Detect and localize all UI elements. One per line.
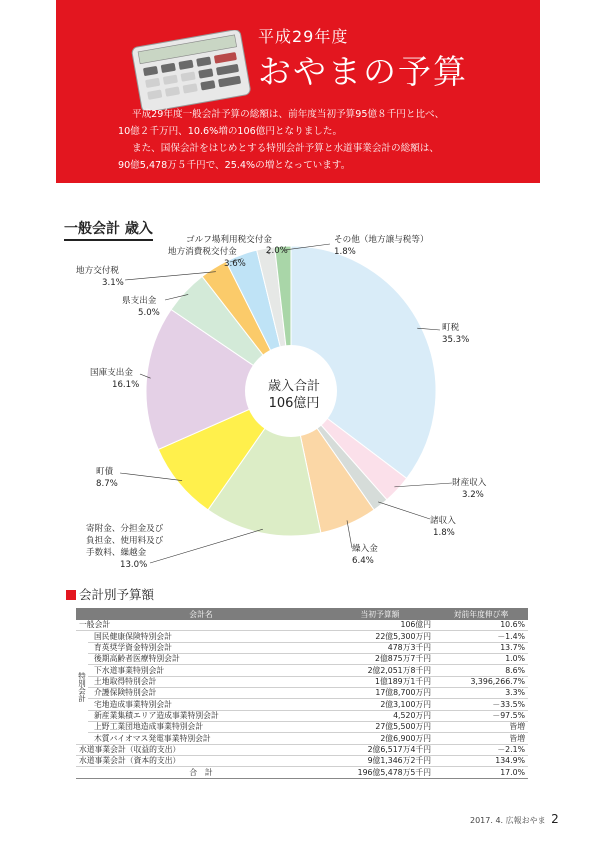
slice-value: 6.4%: [352, 556, 374, 566]
pie-label-地方消費税交付金: [168, 246, 246, 270]
account-name: 下水道事業特別会計: [88, 665, 326, 676]
pie-label-県支出金: [122, 295, 160, 319]
slice-name: ゴルフ場利用税交付金: [186, 235, 272, 245]
slice-value: 1.8%: [334, 247, 356, 257]
table-row: [76, 665, 528, 676]
growth-rate: 3,396,266.7%: [434, 676, 528, 687]
table-row: [76, 620, 528, 631]
growth-rate: －1.4%: [434, 631, 528, 642]
slice-value: 5.0%: [138, 308, 160, 318]
pie-label-町税: [442, 322, 469, 346]
table-row: [76, 710, 528, 721]
slice-name-line: 負担金、使用料及び: [86, 536, 164, 546]
slice-name: 町税: [442, 323, 460, 333]
budget-amount: 2億2,051万8千円: [326, 665, 434, 676]
pie-label-地方交付税: [76, 265, 124, 289]
intro-line: また、国保会計をはじめとする特別会計予算と水道事業会計の総額は、: [132, 143, 439, 154]
account-name: 宅地造成事業特別会計: [88, 699, 326, 710]
slice-value: 3.1%: [102, 278, 124, 288]
growth-rate: 134.9%: [434, 756, 528, 767]
square-icon: [66, 590, 76, 600]
issue-date: 2017. 4.: [470, 816, 504, 825]
growth-rate: 1.0%: [434, 654, 528, 665]
budget-table: [76, 608, 528, 779]
table-row: [76, 733, 528, 744]
account-name: 木質バイオマス発電事業特別会計: [88, 733, 326, 744]
budget-section-title: 会計別予算額: [66, 585, 154, 603]
slice-value: 1.8%: [433, 528, 455, 538]
slice-value: 3.2%: [462, 490, 484, 500]
slice-name: 国庫支出金: [90, 368, 133, 378]
slice-value: 3.6%: [224, 259, 246, 269]
growth-rate: 10.6%: [434, 620, 528, 631]
col-header-name: 会計名: [76, 608, 326, 620]
slice-value: 16.1%: [112, 380, 140, 390]
budget-amount: 9億1,346万2千円: [326, 756, 434, 767]
budget-amount: 4,520万円: [326, 710, 434, 721]
slice-name: 地方交付税: [76, 266, 119, 276]
special-account-group-label: 特別会計: [76, 631, 88, 744]
revenue-section-title: 一般会計 歳入: [64, 218, 153, 241]
table-row: [76, 631, 528, 642]
slice-name: 地方消費税交付金: [168, 247, 237, 257]
page-footer: [470, 812, 559, 826]
pie-label-国庫支出金: [90, 367, 139, 391]
publication-name: 広報おやま: [505, 816, 546, 825]
slice-value: 35.3%: [442, 335, 470, 345]
account-name: 国民健康保険特別会計: [88, 631, 326, 642]
account-name: 新産業集積エリア造成事業特別会計: [88, 710, 326, 721]
pie-label-寄附金: [86, 523, 163, 571]
account-name: 土地取得特別会計: [88, 676, 326, 687]
pie-label-その他: [334, 234, 429, 258]
account-name: 介護保険特別会計: [88, 688, 326, 699]
pie-label-諸収入: [430, 515, 456, 539]
pie-label-ゴルフ場利用税交付金: [186, 234, 272, 246]
table-row: [76, 699, 528, 710]
table-row: [76, 688, 528, 699]
page-number: 2: [551, 812, 559, 826]
table-row: [76, 654, 528, 665]
slice-value: 8.7%: [96, 479, 118, 489]
growth-rate: －2.1%: [434, 744, 528, 755]
slice-name-line: 寄附金、分担金及び: [86, 524, 164, 534]
account-name: 水道事業会計（資本的支出）: [76, 756, 326, 767]
growth-rate: 13.7%: [434, 642, 528, 653]
slice-name: 県支出金: [122, 296, 157, 306]
table-row: [76, 744, 528, 755]
pie-label-財産収入: [452, 477, 486, 501]
total-row: [76, 767, 528, 778]
fiscal-year: 平成29年度: [258, 27, 349, 46]
intro-line: 10億２千万円、10.6%増の106億円となりました。: [118, 126, 343, 137]
table-header-row: [76, 608, 528, 620]
budget-amount: 2億3,100万円: [326, 699, 434, 710]
budget-amount: 106億円: [326, 620, 434, 631]
pie-label-繰入金: [352, 543, 378, 567]
total-rate: 17.0%: [434, 767, 528, 778]
slice-name-line: 手数料、繰越金: [86, 548, 147, 558]
growth-rate: －97.5%: [434, 710, 528, 721]
pie-label-ゴルフ場利用税交付金-value: [266, 245, 288, 257]
growth-rate: 3.3%: [434, 688, 528, 699]
account-name: 後期高齢者医療特別会計: [88, 654, 326, 665]
account-name: 上野工業団地造成事業特別会計: [88, 722, 326, 733]
leader-line: [378, 502, 430, 519]
pie-label-町債: [96, 466, 118, 490]
leader-line: [150, 529, 263, 563]
slice-name: 諸収入: [430, 516, 456, 526]
total-label: 合 計: [76, 767, 326, 778]
budget-amount: 27億5,500万円: [326, 722, 434, 733]
table-row: [76, 642, 528, 653]
budget-amount: 2億6,517万4千円: [326, 744, 434, 755]
page-title: おやまの予算: [258, 52, 468, 91]
budget-amount: 2億875万7千円: [326, 654, 434, 665]
intro-line: 90億5,478万５千円で、25.4%の増となっています。: [118, 160, 351, 171]
account-name: 一般会計: [76, 620, 326, 631]
pie-center-label: [262, 378, 326, 412]
total-amount: 196億5,478万5千円: [326, 767, 434, 778]
budget-amount: 2億6,900万円: [326, 733, 434, 744]
slice-value: 2.0%: [266, 246, 288, 256]
slice-value: 13.0%: [120, 560, 148, 570]
slice-name: 町債: [96, 467, 114, 477]
col-header-amount: 当初予算額: [326, 608, 434, 620]
total-label: 歳入合計: [267, 379, 320, 394]
budget-amount: 22億5,300万円: [326, 631, 434, 642]
slice-name: 繰入金: [352, 544, 378, 554]
budget-amount: 17億8,700万円: [326, 688, 434, 699]
slice-name: その他（地方譲与税等）: [334, 235, 429, 245]
table-row: [76, 722, 528, 733]
intro-line: 平成29年度一般会計予算の総額は、前年度当初予算95億８千円と比べ、: [132, 109, 445, 120]
growth-rate: 8.6%: [434, 665, 528, 676]
slice-name: 財産収入: [452, 478, 487, 488]
account-name: 水道事業会計（収益的支出）: [76, 744, 326, 755]
budget-amount: 1億189万1千円: [326, 676, 434, 687]
growth-rate: －33.5%: [434, 699, 528, 710]
table-row: [76, 756, 528, 767]
total-value: 106億円: [268, 396, 320, 411]
budget-amount: 478万3千円: [326, 642, 434, 653]
growth-rate: 皆増: [434, 733, 528, 744]
growth-rate: 皆増: [434, 722, 528, 733]
table-row: [76, 676, 528, 687]
account-name: 育英奨学資金特別会計: [88, 642, 326, 653]
col-header-rate: 対前年度伸び率: [434, 608, 528, 620]
